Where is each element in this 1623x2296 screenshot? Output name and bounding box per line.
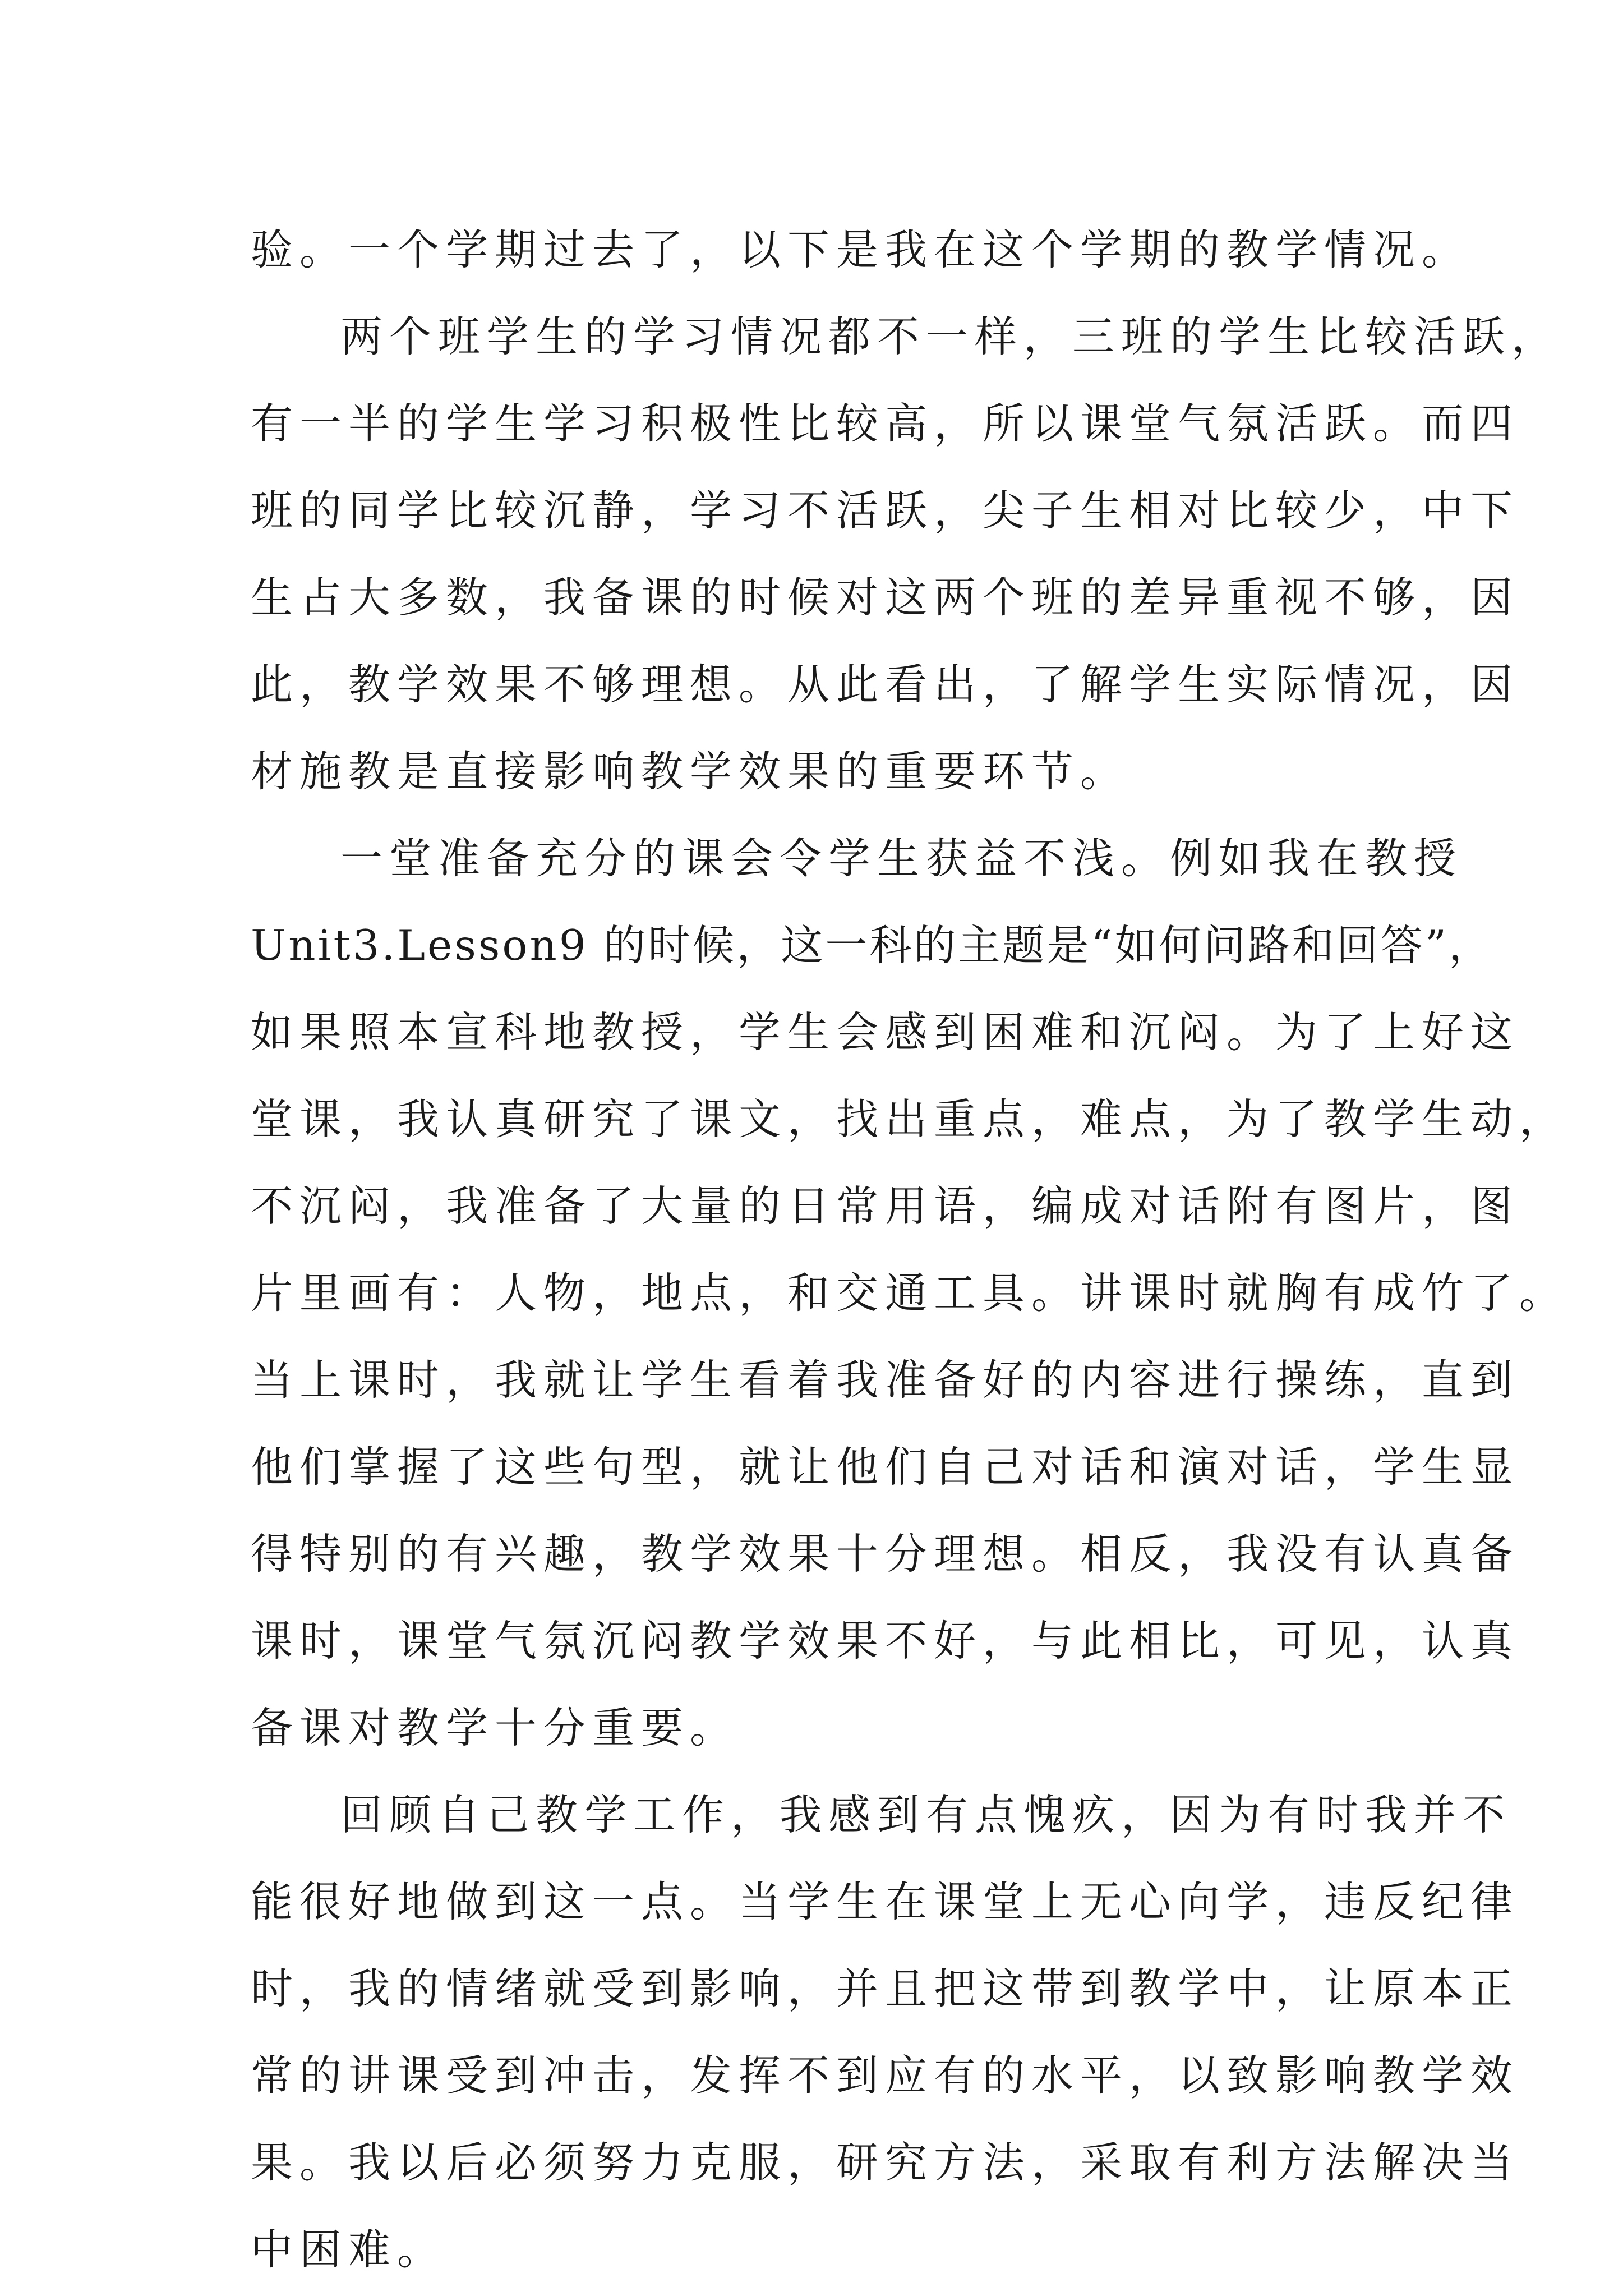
text-line: 堂课，我认真研究了课文，找出重点，难点，为了教学生动， bbox=[251, 1094, 1569, 1144]
text-line: 当上课时，我就让学生看着我准备好的内容进行操练，直到 bbox=[251, 1355, 1520, 1405]
text-line: 生占大多数，我备课的时候对这两个班的差异重视不够，因 bbox=[251, 573, 1520, 622]
text-line: 中困难。 bbox=[251, 2225, 446, 2274]
paragraph-first-line: 一堂准备充分的课会令学生获益不浅。例如我在教授 bbox=[340, 834, 1463, 883]
text-line: 果。我以后必须努力克服，研究方法，采取有利方法解决当 bbox=[251, 2138, 1520, 2187]
text-line: 备课对教学十分重要。 bbox=[251, 1703, 739, 1752]
text-line: 课时，课堂气氛沉闷教学效果不好，与此相比，可见，认真 bbox=[251, 1616, 1520, 1665]
text-line: 得特别的有兴趣，教学效果十分理想。相反，我没有认真备 bbox=[251, 1529, 1520, 1579]
text-line: 班的同学比较沉静，学习不活跃，尖子生相对比较少，中下 bbox=[251, 486, 1520, 535]
text-line: 常的讲课受到冲击，发挥不到应有的水平，以致影响教学效 bbox=[251, 2051, 1520, 2100]
text-line: 如果照本宣科地教授，学生会感到困难和沉闷。为了上好这 bbox=[251, 1007, 1520, 1057]
text-line: 能很好地做到这一点。当学生在课堂上无心向学，违反纪律 bbox=[251, 1877, 1520, 1926]
text-line: 验。一个学期过去了，以下是我在这个学期的教学情况。 bbox=[251, 225, 1471, 274]
text-line: 片里画有：人物，地点，和交通工具。讲课时就胸有成竹了。 bbox=[251, 1268, 1569, 1318]
text-line: Unit3.Lesson9 的时候，这一科的主题是“如何问路和回答”， bbox=[251, 921, 1493, 970]
paragraph-first-line: 两个班学生的学习情况都不一样，三班的学生比较活跃， bbox=[340, 312, 1561, 361]
text-line: 不沉闷，我准备了大量的日常用语，编成对话附有图片，图 bbox=[251, 1181, 1520, 1231]
text-line: 此，教学效果不够理想。从此看出，了解学生实际情况，因 bbox=[251, 660, 1520, 709]
text-line: 有一半的学生学习积极性比较高，所以课堂气氛活跃。而四 bbox=[251, 399, 1520, 448]
paragraph-first-line: 回顾自己教学工作，我感到有点愧疚，因为有时我并不 bbox=[340, 1790, 1512, 1839]
text-line: 他们掌握了这些句型，就让他们自己对话和演对话，学生显 bbox=[251, 1442, 1520, 1492]
text-line: 时，我的情绪就受到影响，并且把这带到教学中，让原本正 bbox=[251, 1964, 1520, 2013]
text-line: 材施教是直接影响教学效果的重要环节。 bbox=[251, 747, 1129, 796]
